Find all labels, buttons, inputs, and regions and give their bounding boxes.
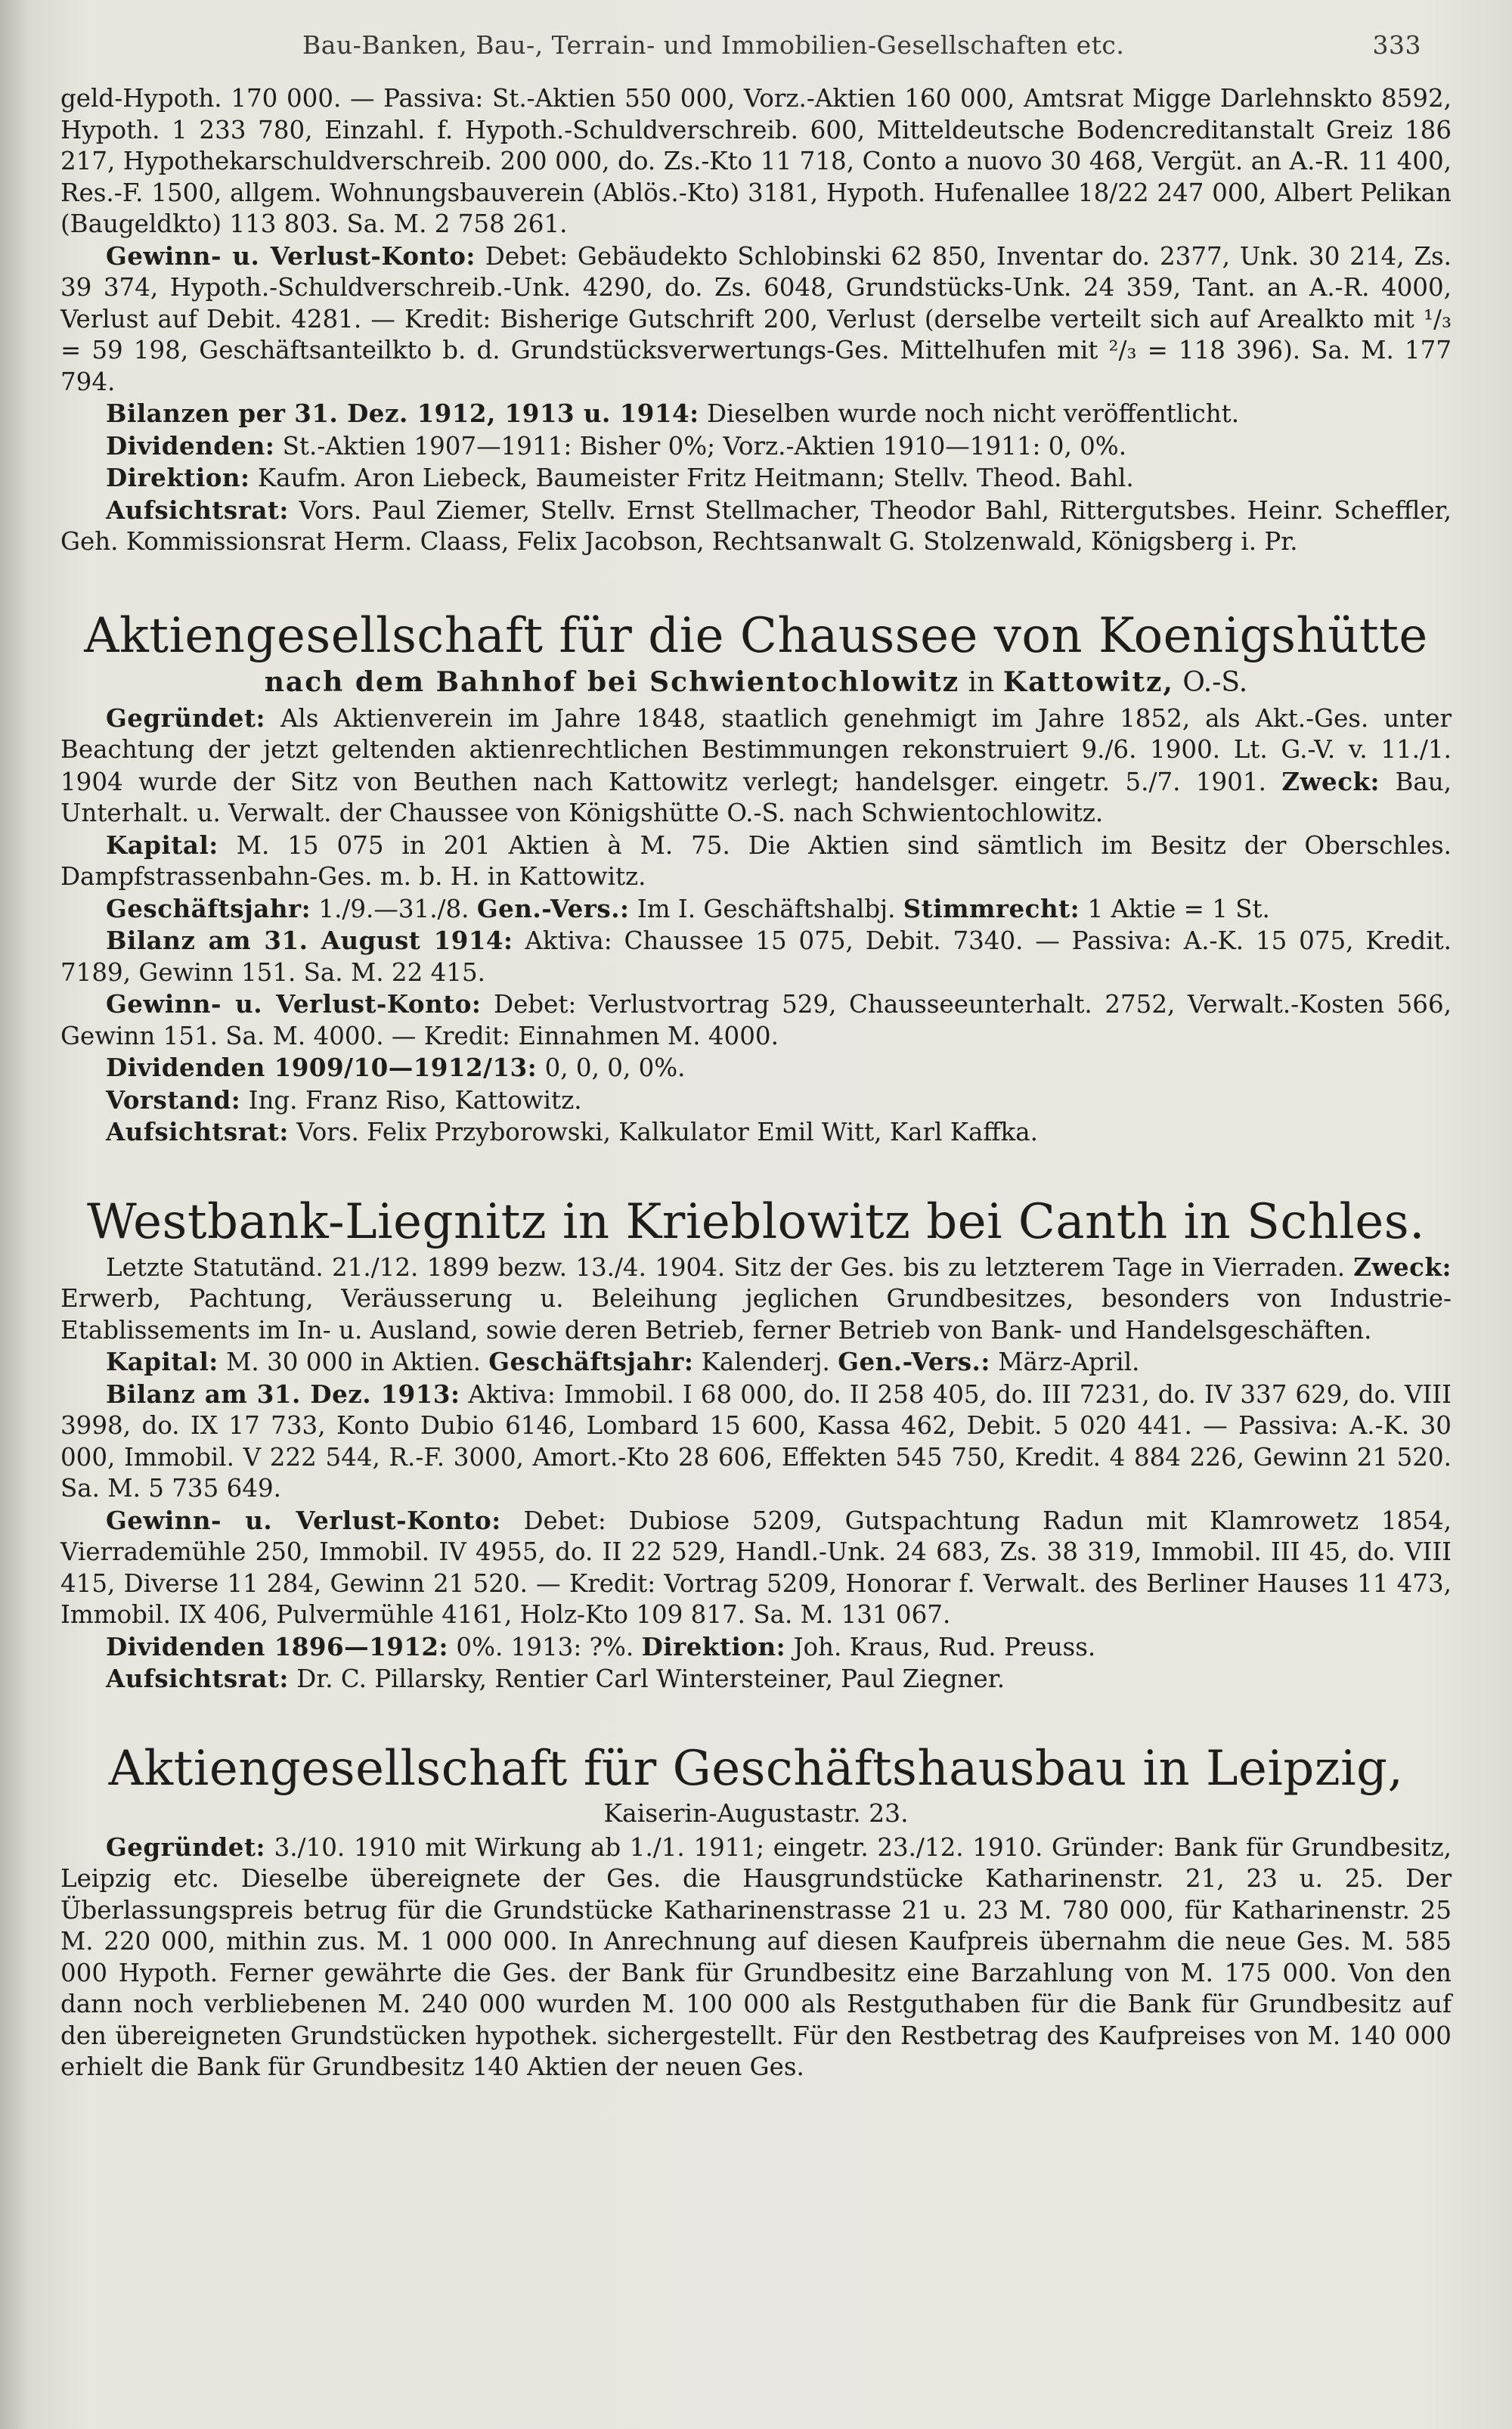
intro-paragraph: Letzte Statutänd. 21./12. 1899 bezw. 13./4. 1904. Sitz der Ges. bis zu letzterem Tage in Vierraden. Zweck: Erwerb, Pachtung, Veräusserung u. Beleihung jeglichen Grundbesitzes, besonders von Industrie-Etablissements im In- u. Ausland, sowie deren Betrieb, ferner Betrieb von Bank- und Handelsgeschäften. [60, 1252, 1452, 1345]
vorstand-paragraph: Vorstand: Ing. Franz Riso, Kattowitz. [106, 1084, 582, 1115]
aufsichtsrat-label: Aufsichtsrat: [106, 495, 289, 525]
gv-paragraph: Gewinn- u. Verlust-Konto: Debet: Gebäudekto Schlobinski 62 850, Inventar do. 2377, Unk. 30 214, Zs. 39 374, Hypoth.-Schuldverschreib.-Unk. 4290, do. Zs. 6048, Grundstücks-Unk. 24 359, Tant. an A.-R. 4000, Verlust auf Debit. 4281. — Kredit: Bisherige Gutschrift 200, Verlust (derselbe verteilt sich auf Arealkto mit ¹/₃ = 59 198, Geschäftsanteilkto b. d. Grundstücksverwertungs-Ges. Mittelhufen mit ²/₃ = 118 396). Sa. M. 177 794. [60, 240, 1452, 396]
gegruendet-paragraph: Gegründet: 3./10. 1910 mit Wirkung ab 1./1. 1911; eingetr. 23./12. 1910. Gründer: Bank für Grundbesitz, Leipzig etc. Dieselbe übereignete der Ges. die Hausgrundstücke Katharinenstr. 21, 23 u. 25. Der Überlassungspreis betrug für die Grundstücke Katharinenstrasse 21 u. 23 M. 780 000, für Katharinenstr. 25 M. 220 000, mithin zus. M. 1 000 000. In Anrechnung auf diesen Kaufpreis übernahm die neue Ges. M. 585 000 Hypoth. Ferner gewährte die Ges. der Bank für Grundbesitz eine Barzahlung von M. 175 000. Von den dann noch verbliebenen M. 240 000 wurden M. 100 000 als Restguthaben für die Bank für Grundbesitz auf den übereigneten Grundstücken hypothek. sichergestellt. Für den Restbetrag des Kaufpreises von M. 140 000 erhielt die Bank für Grundbesitz 140 Aktien der neuen Ges. [60, 1832, 1452, 2081]
dividenden-paragraph: Dividenden: St.-Aktien 1907—1911: Bisher 0%; Vorz.-Aktien 1910—1911: 0, 0%. [106, 430, 1127, 461]
running-title: Bau-Banken, Bau-, Terrain- und Immobilien-Gesellschaften etc. [302, 30, 1125, 60]
dividenden-label: Dividenden: [106, 430, 275, 461]
kapital-paragraph: Kapital: M. 30 000 in Aktien. Geschäftsjahr: Kalenderj. Gen.-Vers.: März-April. [106, 1347, 1140, 1376]
company-title: Westbank-Liegnitz in Krieblowitz bei Canth in Schles. [87, 1193, 1425, 1250]
company-entry-westbank [60, 1193, 1452, 1695]
bilanzen-label: Bilanzen per 31. Dez. 1912, 1913 u. 1914: [106, 399, 699, 428]
aufsichtsrat-paragraph: Aufsichtsrat: Vors. Felix Przyborowski, Kalkulator Emil Witt, Karl Kaffka. [106, 1117, 1038, 1146]
guv-paragraph: Gewinn- u. Verlust-Konto: Debet: Verlustvortrag 529, Chausseeunterhalt. 2752, Verwalt.-Kosten 566, Gewinn 151. Sa. M. 4000. — Kredit: Einnahmen M. 4000. [60, 989, 1452, 1050]
guv-paragraph: Gewinn- u. Verlust-Konto: Debet: Dubiose 5209, Gutspachtung Radun mit Klamrowetz 1854, Vierrademühle 250, Immobil. IV 4955, do. II 22 529, Handl.-Unk. 24 683, Zs. 38 319, Immobil. III 45, do. VIII 415, Diverse 11 284, Gewinn 21 520. — Kredit: Vortrag 5209, Honorar f. Verwalt. des Berliner Hauses 11 473, Immobil. IX 406, Pulvermühle 4161, Holz-Kto 109 817. Sa. M. 131 067. [60, 1505, 1452, 1629]
running-header [60, 30, 1452, 83]
company-subtitle: nach dem Bahnhof bei Schwientochlowitz in Kattowitz, O.-S. [264, 665, 1248, 698]
gv-label: Gewinn- u. Verlust-Konto: [106, 240, 476, 271]
direktion-paragraph: Direktion: Kaufm. Aron Liebeck, Baumeister Fritz Heitmann; Stellv. Theod. Bahl. [106, 463, 1134, 492]
gegruendet-paragraph: Gegründet: Als Aktienverein im Jahre 1848, staatlich genehmigt im Jahre 1852, als Akt.-Ges. unter Beachtung der jetzt geltenden aktienrechtlichen Bestimmungen rekonstruiert 9./6. 1900. Lt. G.-V. v. 11./1. 1904 wurde der Sitz von Beuthen nach Kattowitz verlegt; handelsger. eingetr. 5./7. 1901. Zweck: Bau, Unterhalt. u. Verwalt. der Chaussee von Königshütte O.-S. nach Schwientochlowitz. [60, 703, 1452, 827]
kapital-paragraph: Kapital: M. 15 075 in 201 Aktien à M. 75. Die Aktien sind sämtlich im Besitz der Oberschles. Dampfstrassenbahn-Ges. m. b. H. in Kattowitz. [60, 830, 1452, 891]
bilanzen-paragraph: Bilanzen per 31. Dez. 1912, 1913 u. 1914: Dieselben wurde noch nicht veröffentlicht. [106, 399, 1240, 428]
dividenden-paragraph: Dividenden 1909/10—1912/13: 0, 0, 0, 0%. [106, 1053, 686, 1082]
aufsichtsrat-paragraph: Aufsichtsrat: Vors. Paul Ziemer, Stellv. Ernst Stellmacher, Theodor Bahl, Rittergutsbes. Heinr. Scheffler, Geh. Kommissionsrat Herm. Claass, Felix Jacobson, Rechtsanwalt G. Stolzenwald, Königsberg i. Pr. [60, 495, 1452, 556]
company-title: Aktiengesellschaft für Geschäftshausbau in Leipzig, [108, 1740, 1404, 1797]
company-entry-geschaeftshausbau [60, 1739, 1452, 2083]
company-title: Aktiengesellschaft für die Chaussee von Koenigshütte [84, 607, 1428, 664]
direktion-label: Direktion: [106, 463, 250, 492]
company-entry-chaussee [60, 606, 1452, 1149]
dividenden-paragraph: Dividenden 1896—1912: 0%. 1913: ?%. Direktion: Joh. Kraus, Rud. Preuss. [106, 1631, 1096, 1661]
passiva-paragraph: geld-Hypoth. 170 000. — Passiva: St.-Aktien 550 000, Vorz.-Aktien 160 000, Amtsrat Migge Darlehnskto 8592, Hypoth. 1 233 780, Einzahl. f. Hypoth.-Schuldverschreib. 600, Mitteldeutsche Bodencreditanstalt Greiz 186 217, Hypothekarschuldverschreib. 200 000, do. Zs.-Kto 11 718, Conto a nuovo 30 468, Vergüt. an A.-R. 11 400, Res.-F. 1500, allgem. Wohnungsbauverein (Ablös.-Kto) 3181, Hypoth. Hufenallee 18/22 247 000, Albert Pelikan (Baugeldkto) 113 803. Sa. M. 2 758 261. [60, 84, 1452, 238]
continued-entry [60, 83, 1452, 558]
aufsichtsrat-paragraph: Aufsichtsrat: Dr. C. Pillarsky, Rentier Carl Wintersteiner, Paul Ziegner. [106, 1664, 1005, 1693]
page-number: 333 [1372, 30, 1421, 60]
bilanz-paragraph: Bilanz am 31. August 1914: Aktiva: Chaussee 15 075, Debit. 7340. — Passiva: A.-K. 15 075, Kredit. 7189, Gewinn 151. Sa. M. 22 415. [60, 926, 1452, 987]
geschaeftsjahr-paragraph: Geschäftsjahr: 1./9.—31./8. Gen.-Vers.: Im I. Geschäftshalbj. Stimmrecht: 1 Aktie = 1 St. [106, 893, 1270, 923]
company-address: Kaiserin-Augustastr. 23. [603, 1798, 909, 1828]
bilanz-paragraph: Bilanz am 31. Dez. 1913: Aktiva: Immobil. I 68 000, do. II 258 405, do. III 7231, do. IV 337 629, do. VIII 3998, do. IX 17 733, Konto Dubio 6146, Lombard 15 600, Kassa 462, Debit. 5 020 441. — Passiva: A.-K. 30 000, Immobil. V 222 544, R.-F. 3000, Amort.-Kto 28 606, Effekten 545 750, Kredit. 4 884 226, Gewinn 21 520. Sa. M. 5 735 649. [60, 1379, 1452, 1503]
